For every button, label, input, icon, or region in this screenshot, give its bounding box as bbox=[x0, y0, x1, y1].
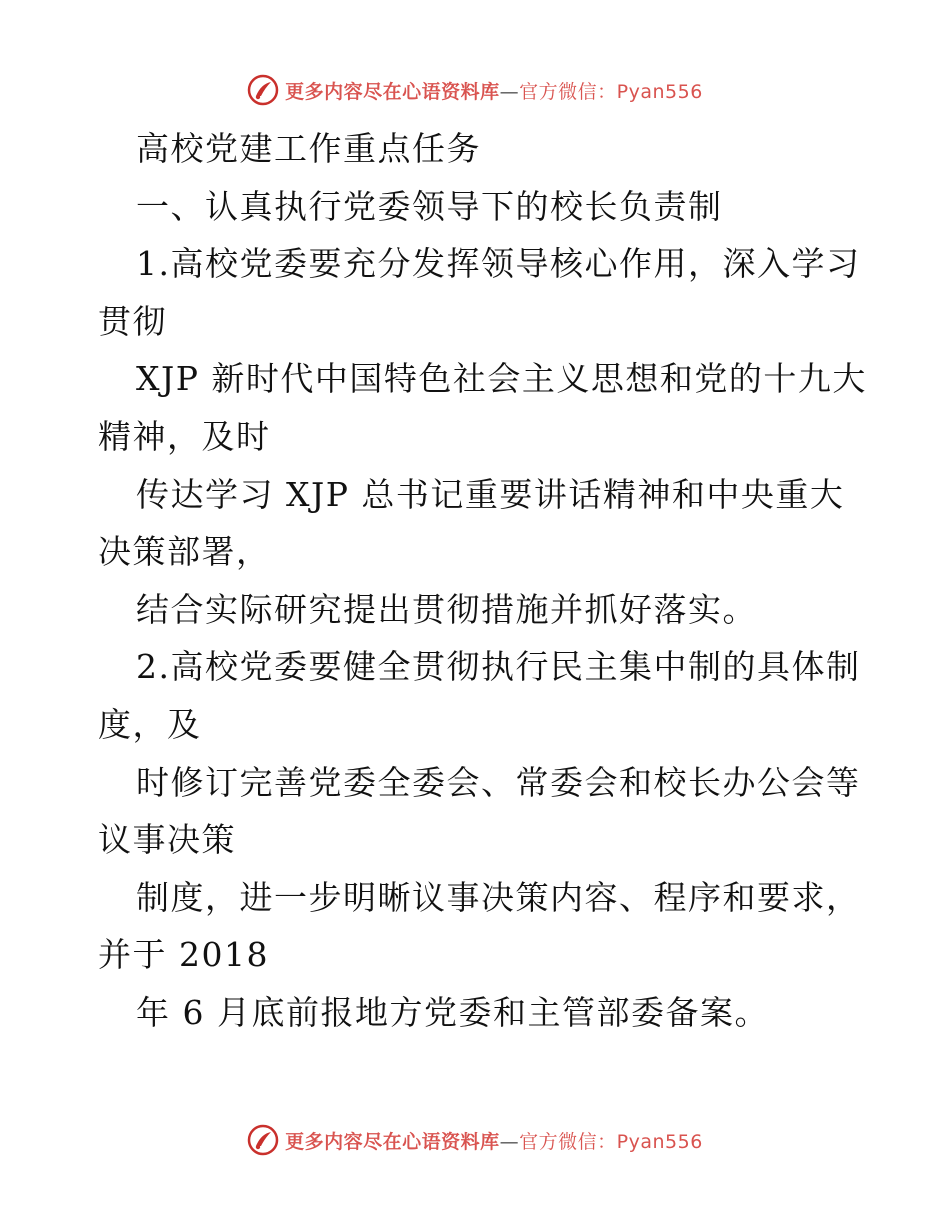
paragraph-line: 2.高校党委要健全贯彻执行民主集中制的具体制 bbox=[136, 647, 861, 687]
paragraph-line: XJP 新时代中国特色社会主义思想和党的十九大 bbox=[136, 359, 867, 399]
paragraph-line: 议事决策 bbox=[98, 820, 236, 860]
document-title: 高校党建工作重点任务 bbox=[136, 129, 481, 168]
watermark-text: 更多内容尽在心语资料库—官方微信：Pyan556 bbox=[285, 80, 703, 103]
brush-logo-icon bbox=[247, 74, 279, 106]
paragraph-line: 精神，及时 bbox=[98, 416, 271, 456]
paragraph-line: 度，及 bbox=[98, 704, 202, 744]
paragraph-line: 决策部署， bbox=[98, 532, 271, 572]
brush-logo-icon bbox=[247, 1124, 279, 1156]
watermark-banner-top bbox=[0, 70, 950, 110]
paragraph-line: 贯彻 bbox=[98, 301, 167, 341]
watermark-text: 更多内容尽在心语资料库—官方微信：Pyan556 bbox=[285, 1130, 703, 1153]
paragraph-line: 传达学习 XJP 总书记重要讲话精神和中央重大 bbox=[136, 474, 845, 514]
paragraph-line: 时修订完善党委全委会、常委会和校长办公会等 bbox=[136, 762, 861, 802]
paragraph-line: 结合实际研究提出贯彻措施并抓好落实。 bbox=[136, 589, 757, 629]
paragraph-line: 制度，进一步明晰议事决策内容、程序和要求， bbox=[136, 877, 861, 917]
paragraph-line: 年 6 月底前报地方党委和主管部委备案。 bbox=[136, 992, 769, 1032]
watermark-banner-bottom bbox=[0, 1120, 950, 1160]
document-body bbox=[98, 120, 867, 1042]
paragraph-line: 并于 2018 bbox=[98, 935, 269, 975]
paragraph-line: 1.高校党委要充分发挥领导核心作用，深入学习 bbox=[136, 244, 861, 284]
section-heading: 一、认真执行党委领导下的校长负责制 bbox=[136, 186, 723, 226]
